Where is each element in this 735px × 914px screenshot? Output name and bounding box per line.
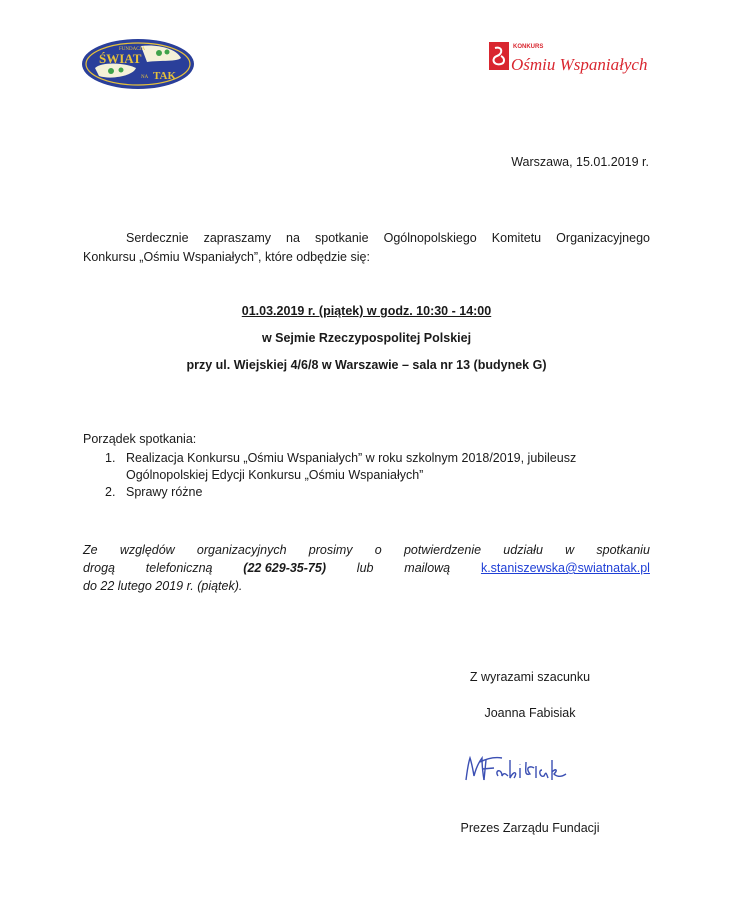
signer-role: Prezes Zarządu Fundacji <box>460 821 600 835</box>
agenda-item-text: Realizacja Konkursu „Ośmiu Wspaniałych” w roku szkolnym 2018/2019, jubileusz <box>126 451 577 465</box>
rsvp-line-3: do 22 lutego 2019 r. (piątek). <box>83 579 243 593</box>
word: w <box>565 543 575 557</box>
event-address: przy ul. Wiejskiej 4/6/8 w Warszawie – sala nr 13 (budynek G) <box>186 358 547 372</box>
agenda-title: Porządek spotkania: <box>83 432 197 446</box>
rsvp-line-1 <box>83 541 650 559</box>
phone-number: (22 629-35-75) <box>243 561 326 575</box>
intro-paragraph <box>83 229 650 267</box>
word: spotkaniu <box>596 543 650 557</box>
agenda-item-text: Sprawy różne <box>126 485 203 499</box>
svg-text:TAK: TAK <box>153 70 177 82</box>
event-place: w Sejmie Rzeczypospolitej Polskiej <box>261 331 472 345</box>
word: mailową <box>404 561 451 575</box>
word: o <box>374 543 382 557</box>
agenda-item-number: 1. <box>105 451 116 465</box>
closing-phrase: Z wyrazami szacunku <box>469 670 591 684</box>
konkurs-osmiu-wspanialych-logo <box>487 38 647 88</box>
rsvp-line-2 <box>83 559 650 577</box>
word: udziału <box>503 543 543 557</box>
handwritten-signature <box>462 752 577 786</box>
word: potwierdzenie <box>403 543 482 557</box>
logo-text-fundacja: FUNDACJA <box>119 47 146 52</box>
intro-line-1: Serdecznie zapraszamy na spotkanie Ogólnopolskiego Komitetu Organizacyjnego <box>126 231 650 245</box>
word: organizacyjnych <box>196 543 287 557</box>
agenda-item <box>83 484 650 501</box>
place-and-date: Warszawa, 15.01.2019 r. <box>511 155 649 169</box>
svg-text:Ośmiu Wspaniałych: Ośmiu Wspaniałych <box>511 55 647 74</box>
agenda-list <box>83 450 650 501</box>
fundacja-swiat-na-tak-logo <box>81 38 195 90</box>
signer-name: Joanna Fabisiak <box>484 706 576 720</box>
agenda-item-number: 2. <box>105 485 116 499</box>
word: prosimy <box>308 543 353 557</box>
word: telefoniczną <box>145 561 213 575</box>
intro-line-2: Konkursu „Ośmiu Wspaniałych”, które odbędzie się: <box>83 250 370 264</box>
agenda-item-text-cont: Ogólnopolskiej Edycji Konkursu „Ośmiu Wspaniałych” <box>126 468 424 482</box>
word: drogą <box>83 561 115 575</box>
word: lub <box>356 561 374 575</box>
word: Ze <box>83 543 98 557</box>
logo-text-swiat: ŚWIAT <box>99 51 142 66</box>
svg-text:NA: NA <box>141 75 149 80</box>
rsvp-note <box>83 541 650 595</box>
email-link[interactable]: k.staniszewska@swiatnatak.pl <box>480 561 650 575</box>
word: względów <box>119 543 175 557</box>
event-date: 01.03.2019 r. (piątek) w godz. 10:30 - 14:00 <box>241 304 492 318</box>
svg-text:KONKURS: KONKURS <box>513 44 544 50</box>
agenda-item <box>83 450 650 484</box>
